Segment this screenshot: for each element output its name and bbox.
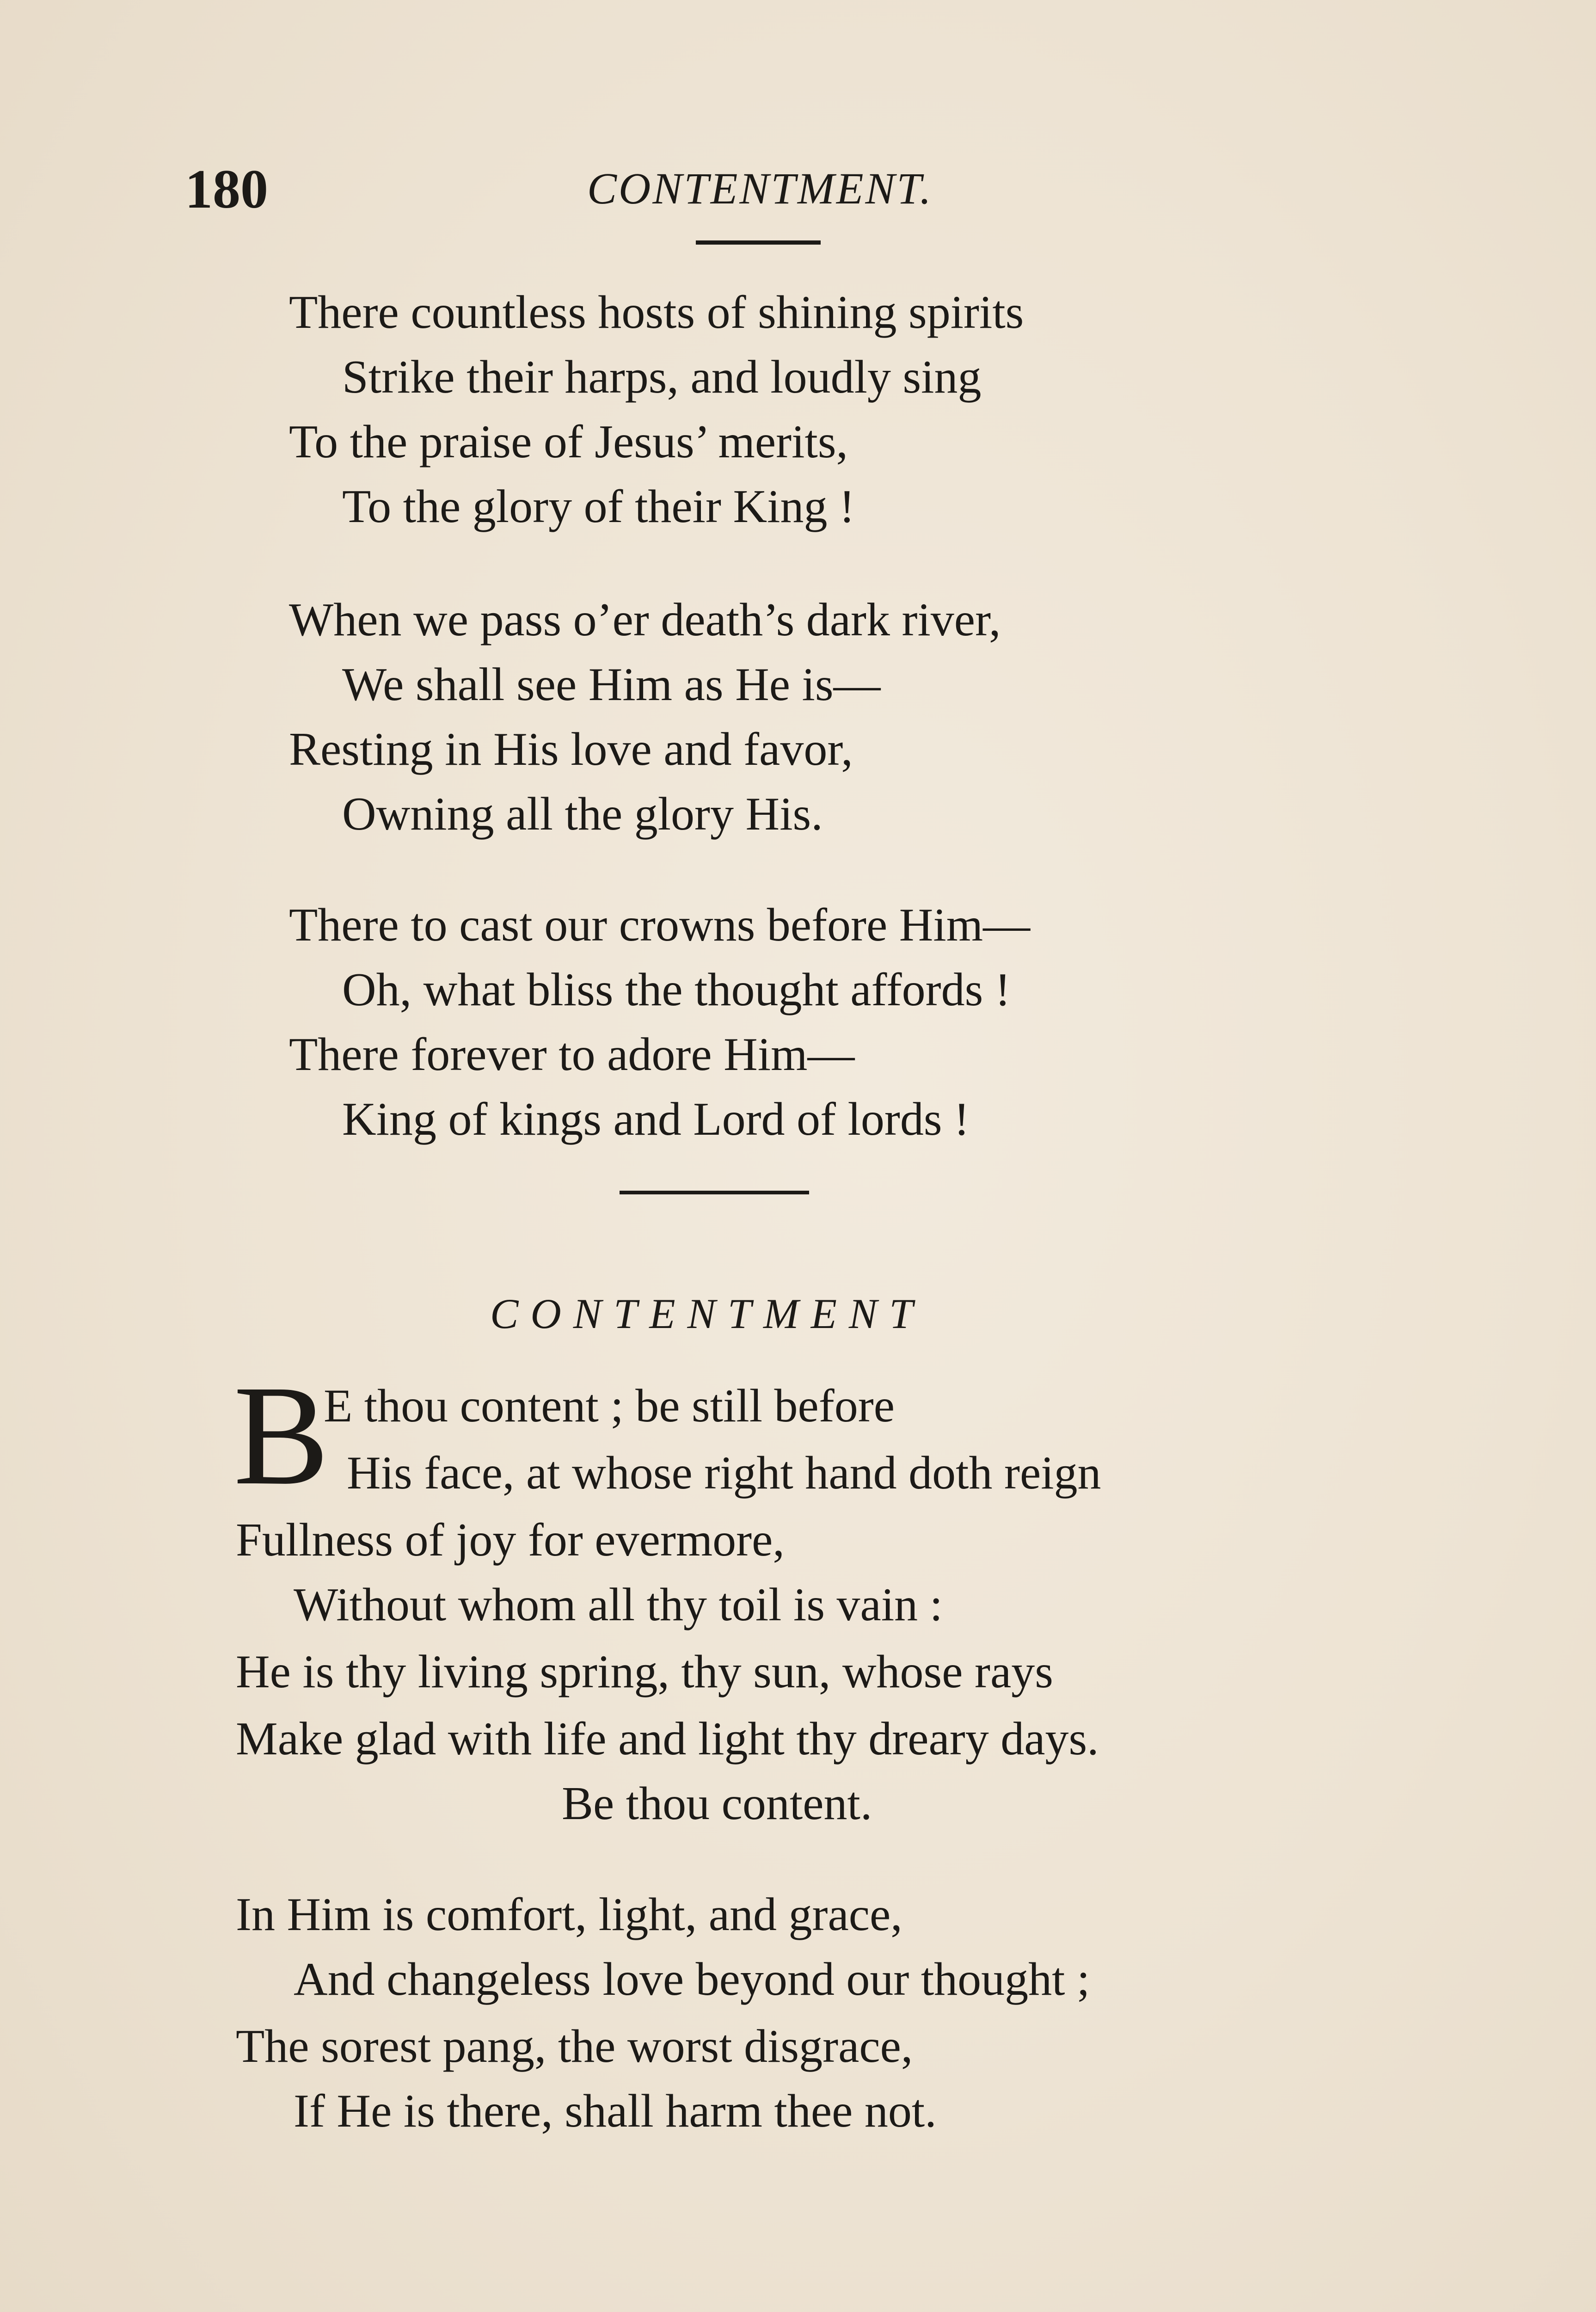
verse-line: To the glory of their King !	[342, 480, 855, 533]
section-divider	[620, 1191, 809, 1194]
running-head: CONTENTMENT.	[587, 164, 933, 213]
verse-line: Strike their harps, and loudly sing	[342, 351, 982, 403]
verse-line: His face, at whose right hand doth reign	[347, 1447, 1101, 1499]
verse-line: There forever to adore Him—	[289, 1028, 855, 1081]
verse-line: And changeless love beyond our thought ;	[294, 1953, 1090, 2005]
verse-line: To the praise of Jesus’ merits,	[289, 416, 848, 468]
page-number: 180	[185, 158, 268, 220]
verse-line: Without whom all thy toil is vain :	[294, 1579, 943, 1631]
verse-line: Fullness of joy for evermore,	[236, 1514, 785, 1566]
verse-line: He is thy living spring, thy sun, whose rays	[236, 1646, 1053, 1698]
verse-line: The sorest pang, the worst disgrace,	[236, 2020, 913, 2072]
verse-line: Oh, what bliss the thought affords !	[342, 964, 1011, 1016]
verse-line: King of kings and Lord of lords !	[342, 1093, 970, 1145]
verse-line: Resting in His love and favor,	[289, 723, 853, 775]
verse-line: Be thou content.	[562, 1777, 872, 1830]
verse-line: In Him is comfort, light, and grace,	[236, 1888, 902, 1941]
verse-line: Owning all the glory His.	[342, 788, 823, 840]
verse-line: E thou content ; be still before	[324, 1380, 895, 1432]
header-rule	[696, 240, 821, 245]
drop-cap: B	[233, 1356, 329, 1515]
verse-line: When we pass o’er death’s dark river,	[289, 594, 1001, 646]
verse-line: Make glad with life and light thy dreary days.	[236, 1713, 1099, 1765]
verse-line: There to cast our crowns before Him—	[289, 899, 1031, 951]
page-header	[185, 157, 1318, 227]
verse-line: There countless hosts of shining spirits	[289, 286, 1024, 338]
poem-title: CONTENTMENT	[490, 1290, 925, 1337]
verse-line: We shall see Him as He is—	[342, 658, 881, 711]
verse-line: If He is there, shall harm thee not.	[294, 2085, 937, 2137]
